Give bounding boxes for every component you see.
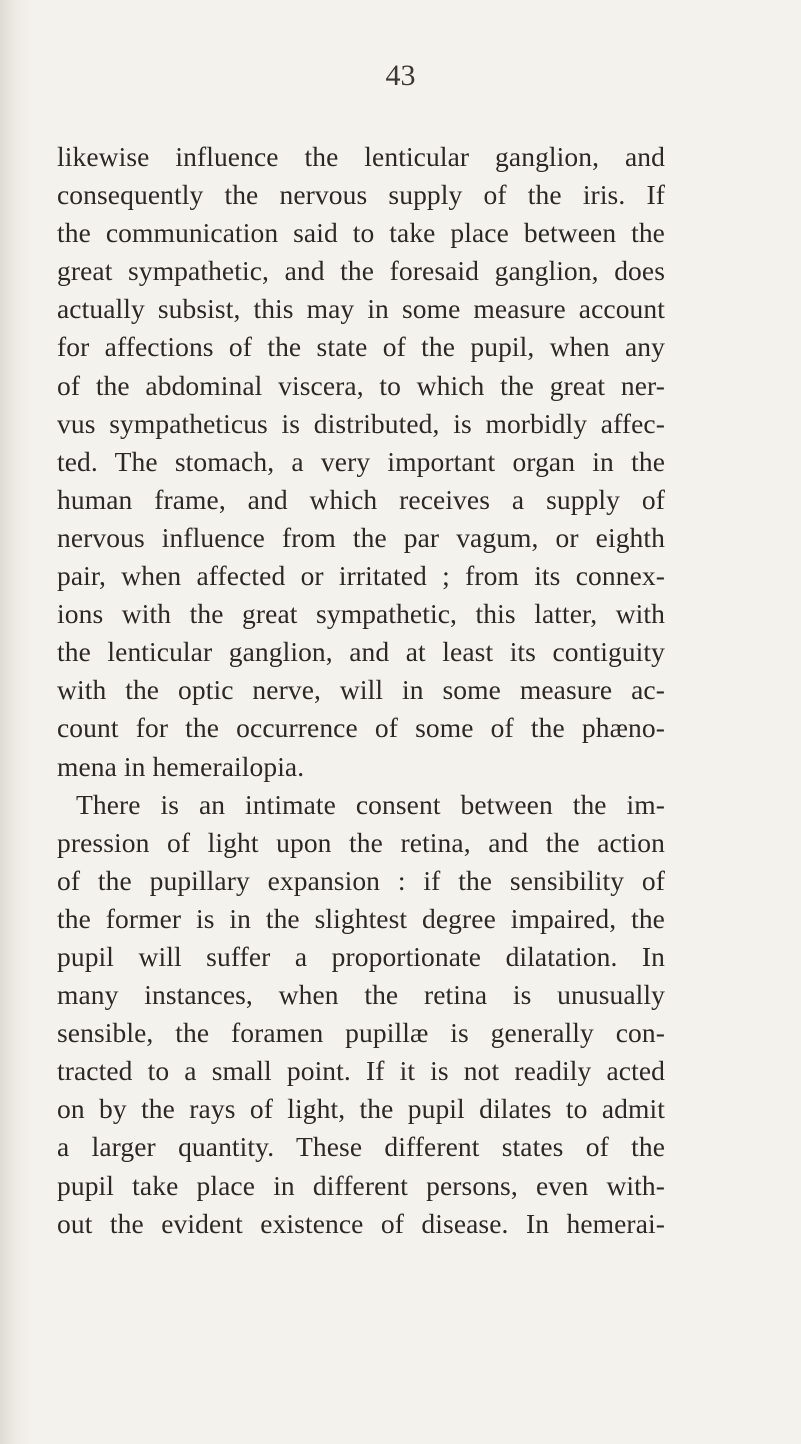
text-line: mena in hemerailopia. xyxy=(57,750,305,782)
page-number: 43 xyxy=(385,59,416,92)
paragraph-1 xyxy=(57,138,665,786)
text-line: vus sympatheticus is distributed, is morbidly affec- xyxy=(57,407,665,439)
text-line: There is an intimate consent between the im- xyxy=(76,788,665,820)
body-text xyxy=(57,138,665,1243)
text-line: on by the rays of light, the pupil dilates to admit xyxy=(57,1093,665,1125)
text-line: nervous influence from the par vagum, or eighth xyxy=(57,521,665,553)
text-line: human frame, and which receives a supply of xyxy=(57,483,665,515)
text-line: likewise influence the lenticular ganglion, and xyxy=(57,141,665,172)
text-line: a larger quantity. These different states of the xyxy=(57,1131,665,1163)
text-line: pupil will suffer a proportionate dilatation. In xyxy=(57,940,665,972)
text-line: ions with the great sympathetic, this latter, with xyxy=(57,598,665,630)
text-line: many instances, when the retina is unusually xyxy=(57,979,665,1011)
text-line: ted. The stomach, a very important organ in the xyxy=(57,445,665,477)
text-line: out the evident existence of disease. In hemerai- xyxy=(57,1207,665,1239)
text-line: tracted to a small point. If it is not readily acted xyxy=(57,1055,665,1087)
text-line: the communication said to take place between the xyxy=(57,217,665,249)
text-line: count for the occurrence of some of the phæno- xyxy=(57,712,665,744)
text-line: with the optic nerve, will in some measure ac- xyxy=(57,674,665,706)
text-line: of the pupillary expansion : if the sensibility of xyxy=(57,864,665,896)
text-line: sensible, the foramen pupillæ is generally con- xyxy=(57,1017,665,1049)
text-line: actually subsist, this may in some measure account xyxy=(57,293,665,325)
text-line: pupil take place in different persons, even with- xyxy=(57,1169,665,1201)
text-line: for affections of the state of the pupil, when any xyxy=(57,331,665,363)
paragraph-2 xyxy=(57,786,665,1243)
text-line: of the abdominal viscera, to which the great ner- xyxy=(57,369,665,401)
text-line: great sympathetic, and the foresaid ganglion, does xyxy=(57,255,665,287)
text-line: the lenticular ganglion, and at least its contiguity xyxy=(57,636,665,668)
text-line: pression of light upon the retina, and the action xyxy=(57,826,665,858)
text-line: pair, when affected or irritated ; from its connex- xyxy=(57,560,665,592)
text-line: consequently the nervous supply of the iris. If xyxy=(57,179,665,211)
text-line: the former is in the slightest degree impaired, the xyxy=(57,902,665,934)
